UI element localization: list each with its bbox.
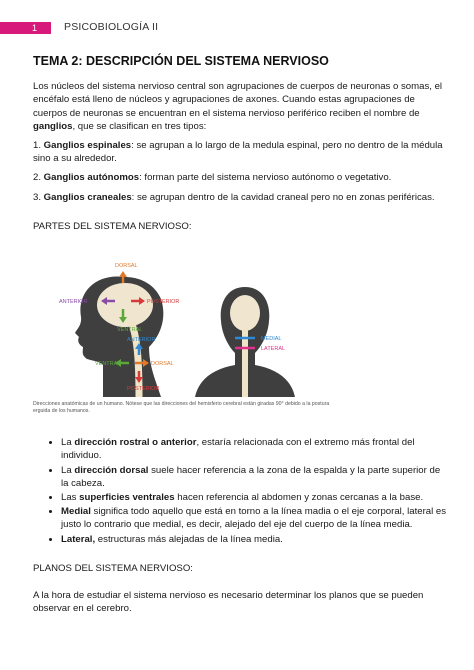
list-item xyxy=(61,533,449,546)
front-brain xyxy=(230,295,260,331)
side-brain xyxy=(97,283,153,327)
list-item xyxy=(61,505,449,531)
bullet-text: Las xyxy=(61,492,80,504)
bullet-term: dirección dorsal xyxy=(74,464,149,476)
label-medial: MEDIAL xyxy=(261,336,282,343)
section-heading-parts: PARTES DEL SISTEMA NERVIOSO: xyxy=(33,220,192,232)
ganglia-term: Ganglios autónomos xyxy=(43,172,140,184)
ganglia-number: 2. xyxy=(33,172,44,184)
list-item xyxy=(61,491,449,504)
bullet-text: suele hacer referencia a la zona de la espalda y la parte superior de la cabeza. xyxy=(61,464,441,489)
ganglia-item xyxy=(33,171,449,184)
anatomy-diagram xyxy=(33,247,333,397)
ganglia-term: Ganglios craneales xyxy=(43,191,132,203)
ganglia-text: : se agrupan a lo largo de la medula espinal, pero no dentro de la médula sino a su alrededor. xyxy=(33,140,443,165)
label-anterior: ANTERIOR xyxy=(59,299,88,306)
label-posterior-2: POSTERIOR xyxy=(127,386,160,393)
ganglia-item xyxy=(33,191,449,204)
list-item xyxy=(61,436,449,462)
label-ventral-2: VENTRAL xyxy=(95,361,121,368)
bullet-text: hacen referencia al abdomen y zonas cercanas a la base. xyxy=(174,492,424,504)
label-ventral: VENTRAL xyxy=(117,327,143,334)
ganglia-number: 3. xyxy=(33,191,44,203)
document-body xyxy=(33,55,449,621)
page-header xyxy=(0,20,474,36)
bullet-term: dirección rostral o anterior xyxy=(74,437,197,449)
bullet-term: Medial xyxy=(61,506,91,518)
bullet-text: La xyxy=(61,464,75,476)
bullet-text: estructuras más alejadas de la línea media. xyxy=(95,533,283,545)
bullet-term: Lateral, xyxy=(61,533,96,545)
intro-text-1: Los núcleos del sistema nervioso central son agrupaciones de cuerpos de neuronas o somas, el encéfalo está lleno de núcleos y agrupaciones de axones. Cuando estas agrupaciones de cuerpos de neuronas se encuentran en el sistema nervioso periférico reciben el nombre de xyxy=(33,81,443,119)
bullet-text: significa todo aquello que está en torno a la línea madia o el eje corporal, lateral es justo lo contrario que medial, es decir, alejado del eje del cuerpo de la línea media. xyxy=(61,506,447,531)
label-anterior-2: ANTERIOR xyxy=(127,337,156,344)
ganglia-term: Ganglios espinales xyxy=(43,140,132,152)
intro-text-2: , que se clasifican en tres tipos: xyxy=(72,120,207,132)
label-dorsal: DORSAL xyxy=(115,263,138,270)
course-title: PSICOBIOLOGÍA II xyxy=(64,21,159,33)
bullet-text: La xyxy=(61,437,75,449)
bullet-term: superficies ventrales xyxy=(79,492,175,504)
page-title: TEMA 2: DESCRIPCIÓN DEL SISTEMA NERVIOSO xyxy=(33,54,329,68)
page-number: 1 xyxy=(0,22,51,34)
ganglia-item xyxy=(33,139,449,165)
intro-paragraph xyxy=(33,80,449,133)
closing-paragraph: A la hora de estudiar el sistema nervioso es necesario determinar los planos que se pueden observar en el cerebro. xyxy=(33,590,424,615)
label-dorsal-2: DORSAL xyxy=(151,361,174,368)
direction-list xyxy=(33,436,449,546)
list-item xyxy=(61,464,449,490)
label-lateral: LATERAL xyxy=(261,346,286,353)
section-heading-planes: PLANOS DEL SISTEMA NERVIOSO: xyxy=(33,562,193,574)
ganglia-text: : se agrupan dentro de la cavidad craneal pero no en zonas periféricas. xyxy=(131,191,435,203)
label-posterior: POSTERIOR xyxy=(147,299,180,306)
ganglia-text: : forman parte del sistema nervioso autónomo o vegetativo. xyxy=(139,172,392,184)
ganglia-number: 1. xyxy=(33,140,44,152)
intro-bold-term: ganglios xyxy=(33,120,73,132)
anatomy-figure xyxy=(33,247,449,397)
figure-caption: Direcciones anatómicas de un humano. Nótese que las direcciones del hemisferio cerebral están giradas 90° debido a la postura erguida de los humanos. xyxy=(33,401,330,414)
bullet-text: , estaría relacionada con el extremo más frontal del individuo. xyxy=(61,437,415,462)
